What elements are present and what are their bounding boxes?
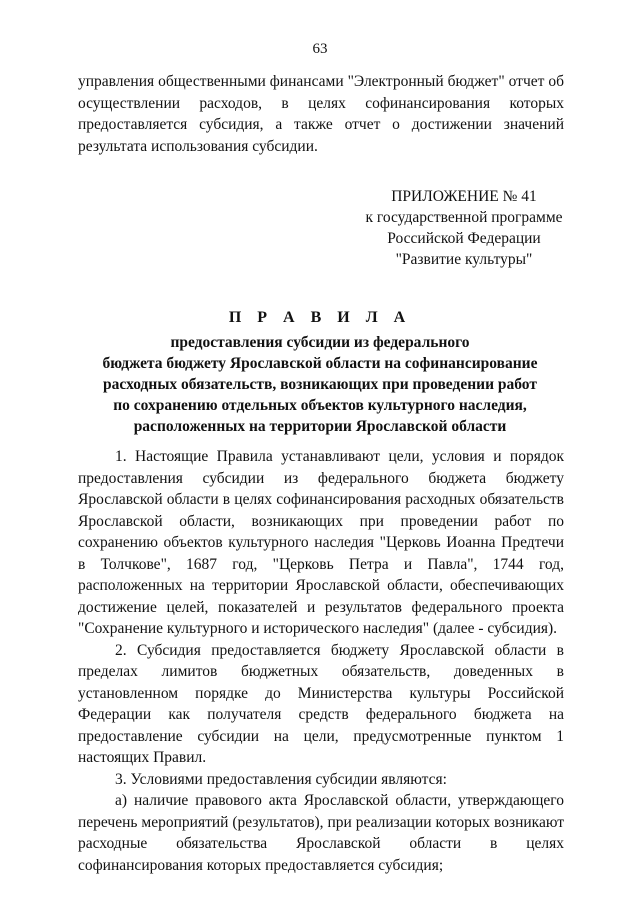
appendix-line: к государственной программе [365, 209, 563, 226]
paragraph-3: 3. Условиями предоставления субсидии являются: [115, 770, 447, 788]
rules-subtitle-line: бюджета бюджету Ярославской области на софинансирование [102, 355, 538, 372]
paragraph-1: 1. Настоящие Правила устанавливают цели, условия и порядок предоставления субсидии из федерального бюджета бюджету Ярославской области в целях софинансирования расходных обязательств Ярославской области, возникающих при проведении работ по сохранению объектов культурного наследия "Церковь Иоанна Предтечи в Толчкове", 1687 год, "Церковь Петра и Павла", 1744 год, расположенных на территории Ярославской области, обеспечивающих достижение целей, показателей и результатов федерального проекта "Сохранение культурного и исторического наследия" (далее - субсидия). [78, 448, 564, 637]
rules-subtitle-line: предоставления субсидии из федерального [170, 334, 470, 351]
appendix-line: Российской Федерации [387, 230, 541, 247]
rules-body [78, 446, 564, 876]
appendix-line: ПРИЛОЖЕНИЕ № 41 [391, 188, 537, 205]
page-number: 63 [312, 41, 328, 57]
rules-title: П Р А В И Л А [228, 309, 412, 326]
rules-subtitle [0, 332, 640, 437]
rules-subtitle-line: расходных обязательств, возникающих при проведении работ [103, 376, 537, 393]
intro-text [78, 71, 564, 157]
paragraph-2: 2. Субсидия предоставляется бюджету Ярославской области в пределах лимитов бюджетных обязательств, доведенных в установленном порядке до Министерства культуры Российской Федерации как получателя средств федерального бюджета на предоставление субсидии на цели, предусмотренные пунктом 1 настоящих Правил. [78, 641, 564, 766]
rules-subtitle-line: по сохранению отдельных объектов культурного наследия, [113, 397, 527, 414]
rules-subtitle-line: расположенных на территории Ярославской области [133, 418, 507, 435]
appendix-line: "Развитие культуры" [395, 251, 533, 268]
paragraph-3a: а) наличие правового акта Ярославской области, утверждающего перечень мероприятий (результатов), при реализации которых возникают расходные обязательства Ярославской области в целях софинансирования которых предоставляется субсидия; [78, 792, 564, 874]
appendix-header [344, 186, 584, 270]
intro-paragraph: управления общественными финансами "Электронный бюджет" отчет об осуществлении расходов, в целях софинансирования которых предоставляется субсидия, а также отчет о достижении значений результата использования субсидии. [78, 73, 564, 155]
